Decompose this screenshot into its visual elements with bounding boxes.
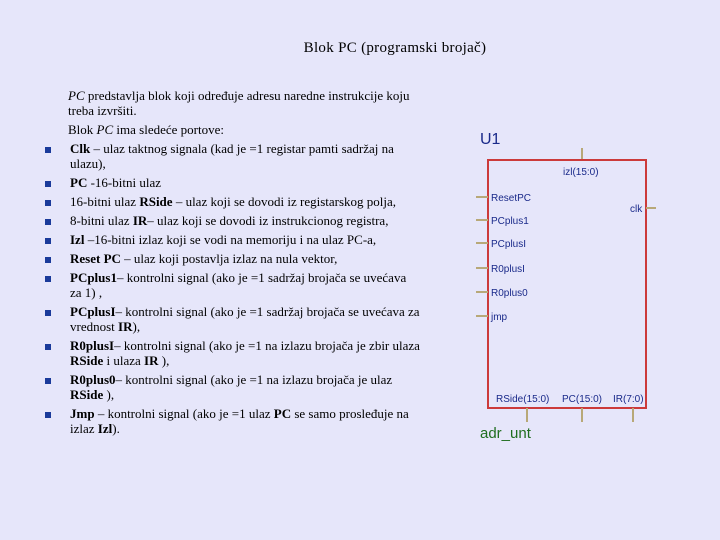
list-item: 8-bitni ulaz IR– ulaz koji se dovodi iz instrukcionog registra,: [40, 213, 420, 228]
list-item: PC -16-bitni ulaz: [40, 175, 420, 190]
list-item: Reset PC – ulaz koji postavlja izlaz na nula vektor,: [40, 251, 420, 266]
label-izl: izl(15:0): [563, 167, 599, 178]
intro-paragraph-2: [68, 122, 428, 137]
label-pc: PC(15:0): [562, 394, 603, 405]
bullet-square-icon: [45, 344, 51, 350]
bullet-square-icon: [45, 238, 51, 244]
label-jmp: jmp: [491, 312, 508, 323]
label-rside: RSide(15:0): [496, 394, 550, 405]
intro-line2-post: ima sledeće portove:: [113, 122, 224, 137]
component-name: adr_unt: [480, 425, 531, 442]
list-item: R0plus0– kontrolni signal (ako je =1 na izlazu brojača je ulaz RSide ),: [40, 372, 420, 402]
label-resetpc: ResetPC: [491, 193, 532, 204]
list-item: PCplusI– kontrolni signal (ako je =1 sadržaj brojača se uvećava za vrednost IR),: [40, 304, 420, 334]
label-pcplus1: PCplus1: [491, 216, 529, 227]
bullet-square-icon: [45, 219, 51, 225]
intro-line2-pre: Blok: [68, 122, 97, 137]
list-item: R0plusI– kontrolni signal (ako je =1 na izlazu brojača je zbir ulaza RSide i ulaza IR ),: [40, 338, 420, 368]
bullet-square-icon: [45, 147, 51, 153]
intro-pc-em: PC: [68, 88, 85, 103]
list-item: Jmp – kontrolni signal (ako je =1 ulaz PC se samo prosleđuje na izlaz Izl).: [40, 406, 420, 436]
instance-name: U1: [480, 131, 501, 148]
bullet-square-icon: [45, 378, 51, 384]
label-clk: clk: [630, 204, 643, 215]
label-pcplusi: PCplusI: [491, 239, 527, 250]
label-ir: IR(7:0): [613, 394, 644, 405]
list-item: Clk – ulaz taktnog signala (kad je =1 registar pamti sadržaj na ulazu),: [40, 141, 420, 171]
bullet-square-icon: [45, 412, 51, 418]
bullet-square-icon: [45, 276, 51, 282]
list-item: PCplus1– kontrolni signal (ako je =1 sadržaj brojača se uvećava za 1) ,: [40, 270, 420, 300]
port-list: [40, 141, 420, 440]
list-item: 16-bitni ulaz RSide – ulaz koji se dovodi iz registarskog polja,: [40, 194, 420, 209]
intro-line1-text: predstavlja blok koji određuje adresu naredne instrukcije koju treba izvršiti.: [68, 88, 410, 118]
bullet-square-icon: [45, 257, 51, 263]
list-item: Izl –16-bitni izlaz koji se vodi na memoriju i na ulaz PC-a,: [40, 232, 420, 247]
label-r0plusi: R0plusI: [491, 264, 525, 275]
intro-paragraph-1: [68, 88, 428, 118]
label-r0plus0: R0plus0: [491, 288, 528, 299]
bullet-square-icon: [45, 310, 51, 316]
slide-title: Blok PC (programski brojač): [303, 40, 487, 56]
adr-unt-block-diagram: [470, 120, 720, 460]
bullet-square-icon: [45, 200, 51, 206]
bullet-square-icon: [45, 181, 51, 187]
intro-pc-em-2: PC: [96, 122, 114, 137]
